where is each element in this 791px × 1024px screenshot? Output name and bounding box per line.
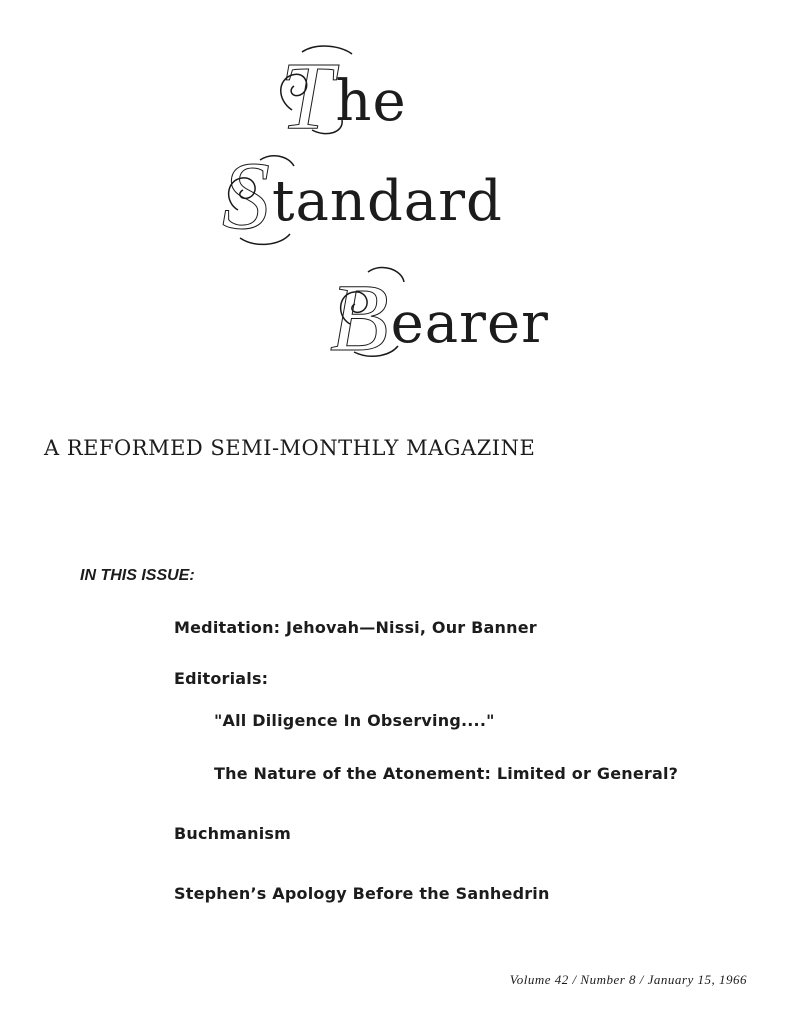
toc-item-stephens-apology: Stephen’s Apology Before the Sanhedrin [174,884,550,903]
masthead-the-rest: he [335,69,407,134]
toc-item-editorials: Editorials: [174,669,269,688]
toc-item-buchmanism: Buchmanism [174,824,291,843]
masthead-standard [222,142,503,249]
toc-item-all-diligence: "All Diligence In Observing...." [214,711,495,730]
masthead-bearer-rest: earer [390,291,549,356]
issue-info: Volume 42 / Number 8 / January 15, 1966 [509,972,747,987]
masthead-standard-rest: tandard [272,169,503,234]
masthead-bearer-initial: B [330,264,389,371]
masthead-the-initial: T [280,42,334,149]
magazine-tagline: A REFORMED SEMI-MONTHLY MAGAZINE [44,436,536,460]
masthead-the [280,42,407,149]
contents-heading: IN THIS ISSUE: [80,567,195,584]
masthead-standard-initial: S [222,142,270,249]
masthead-bearer [330,264,549,371]
toc-item-meditation: Meditation: Jehovah—Nissi, Our Banner [174,618,537,637]
toc-item-atonement: The Nature of the Atonement: Limited or General? [214,764,679,783]
